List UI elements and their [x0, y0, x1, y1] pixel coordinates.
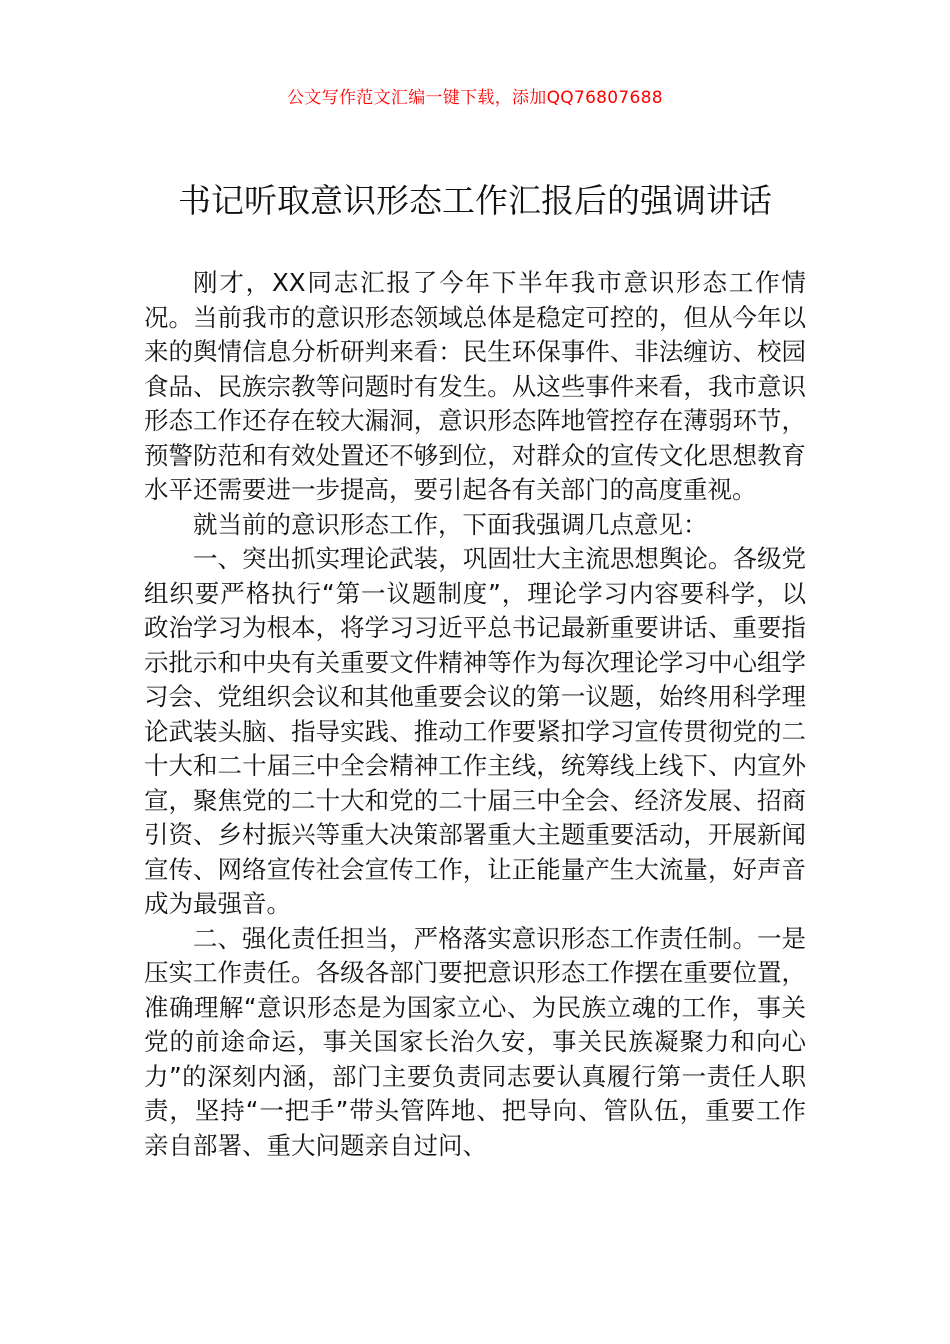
- section-one-body: 各级党组织要严格执行“第一议题制度”，理论学习内容要科学，以政治学习为根本，将学习习近平总书记最新重要讲话、重要指示批示和中央有关重要文件精神等作为每次理论学习中心组学习会、党组织会议和其他重要会议的第一议题，始终用科学理论武装头脑、指导实践、推动工作要紧扣学习宣传贯彻党的二十大和二十届三中全会精神工作主线，统筹线上线下、内宣外宣，聚焦党的二十大和党的二十届三中全会、经济发展、招商引资、乡村振兴等重大决策部署重大主题重要活动，开展新闻宣传、网络宣传社会宣传工作，让正能量产生大流量，好声音成为最强音。: [144, 544, 807, 918]
- section-two-paragraph: [144, 922, 806, 1164]
- section-two-heading: 二、强化责任担当，严格落实意识形态工作责任制。: [193, 923, 757, 953]
- document-body: [144, 266, 806, 1163]
- document-title: 书记听取意识形态工作汇报后的强调讲话: [178, 181, 772, 220]
- paragraph-lead-in: 就当前的意识形态工作，下面我强调几点意见：: [193, 509, 708, 539]
- watermark-header: 公文写作范文汇编一键下载，添加QQ76807688: [287, 88, 663, 108]
- section-two-body: 一是压实工作责任。各级各部门要把意识形态工作摆在重要位置，准确理解“意识形态是为国家立心、为民族立魂的工作，事关党的前途命运，事关国家长治久安，事关民族凝聚力和向心力”的深刻内涵，部门主要负责同志要认真履行第一责任人职责，坚持“一把手”带头管阵地、把导向、管队伍，重要工作亲自部署、重大问题亲自过问、: [144, 923, 807, 1160]
- paragraph-intro: 刚才，XX同志汇报了今年下半年我市意识形态工作情况。当前我市的意识形态领域总体是稳定可控的，但从今年以来的舆情信息分析研判来看：民生环保事件、非法缠访、校园食品、民族宗教等问题时有发生。从这些事件来看，我市意识形态工作还存在较大漏洞，意识形态阵地管控存在薄弱环节，预警防范和有效处置还不够到位，对群众的宣传文化思想教育水平还需要进一步提高，要引起各有关部门的高度重视。: [144, 268, 806, 504]
- section-one-paragraph: [144, 542, 806, 922]
- section-one-heading: 一、突出抓实理论武装，巩固壮大主流思想舆论。: [193, 544, 733, 573]
